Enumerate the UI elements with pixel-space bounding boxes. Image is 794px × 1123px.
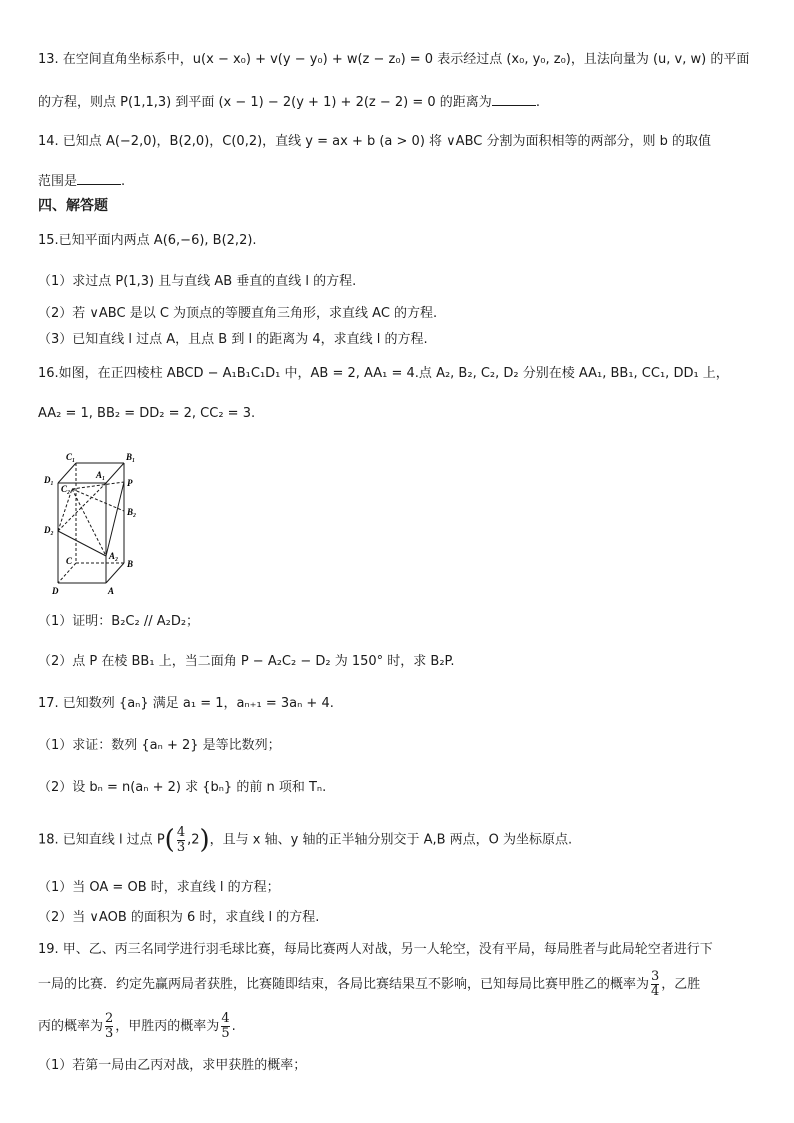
frac-den: 3: [105, 1026, 114, 1041]
q19-line3b: ，甲胜丙的概率为: [115, 1019, 220, 1034]
q13-period: .: [535, 95, 540, 110]
dashed-c2-a2: [72, 489, 106, 556]
answer-blank: [492, 91, 536, 106]
label-d: D: [52, 586, 59, 596]
section-heading: 四、解答题: [38, 198, 108, 214]
q18-part2: （2）当 ∨AOB 的面积为 6 时，求直线 l 的方程.: [38, 910, 320, 925]
q19-line3a: 丙的概率为: [38, 1019, 104, 1034]
frac-den: 5: [221, 1026, 230, 1041]
paren-open: (: [164, 825, 175, 855]
q16-part2: （2）点 P 在棱 BB₁ 上，当二面角 P − A₂C₂ − D₂ 为 150° 时，求 B₂P.: [38, 654, 455, 669]
dashed-d2-c2: [58, 489, 72, 531]
q14-period: .: [121, 174, 126, 189]
q15-part2: （2）若 ∨ABC 是以 C 为顶点的等腰直角三角形，求直线 AC 的方程.: [38, 306, 438, 321]
dashed-c2-b2: [72, 489, 124, 511]
q14-line1: 14. 已知点 A(−2,0)，B(2,0)，C(0,2)，直线 y = ax + b (a > 0) 将 ∨ABC 分割为面积相等的两部分，则 b 的取值: [38, 134, 711, 149]
q18-stem: [38, 818, 572, 862]
q13-line1: 13. 在空间直角坐标系中，u(x − x₀) + v(y − y₀) + w(z − z₀) = 0 表示经过点 (x₀, y₀, z₀)，且法向量为 (u, v, w) 的平面: [38, 52, 750, 67]
q15-part1: （1）求过点 P(1,3) 且与直线 AB 垂直的直线 l 的方程.: [38, 274, 357, 289]
edge-a2-p: [106, 482, 124, 556]
fraction-2-3: [105, 1012, 113, 1041]
q19-line3c: .: [231, 1019, 236, 1034]
q18-stem-a: 18. 已知直线 l 过点 P: [38, 832, 165, 848]
q19-line2a: 一局的比赛．约定先赢两局者获胜，比赛随即结束，各局比赛结果互不影响，已知每局比赛甲胜乙的概率为: [38, 977, 650, 992]
q18-stem-b: ,2: [187, 832, 200, 848]
label-b2: B₂: [127, 507, 137, 517]
frac-num: 4: [176, 824, 186, 840]
q16-part1: （1）证明：B₂C₂ // A₂D₂；: [38, 614, 200, 629]
q13-line2: [38, 91, 540, 113]
label-a: A: [108, 586, 115, 596]
label-p: P: [127, 478, 133, 488]
frac-num: 4: [221, 1011, 230, 1026]
frac-num: 3: [651, 969, 660, 984]
q18-part1: （1）当 OA = OB 时，求直线 l 的方程；: [38, 880, 280, 895]
edge-a1-b1: [106, 463, 124, 483]
q19-line1: 19. 甲、乙、丙三名同学进行羽毛球比赛，每局比赛两人对战，另一人轮空，没有平局，每局胜者与此局轮空者进行下: [38, 942, 713, 957]
label-c: C: [66, 556, 73, 566]
q19-line2: [38, 968, 700, 1002]
q16-stem: 16.如图，在正四棱柱 ABCD − A₁B₁C₁D₁ 中，AB = 2, AA₁ = 4.点 A₂, B₂, C₂, D₂ 分别在棱 AA₁, BB₁, CC₁, DD₁ 上，: [38, 366, 729, 381]
label-d1: D₁: [44, 475, 54, 485]
q19-line2b: ，乙胜: [661, 977, 701, 992]
frac-den: 3: [176, 839, 186, 855]
q17-part2: （2）设 bₙ = n(aₙ + 2) 求 {bₙ} 的前 n 项和 Tₙ.: [38, 780, 327, 795]
edge-d2-a2: [58, 531, 106, 556]
edge-ab: [106, 563, 124, 583]
answer-blank: [77, 170, 121, 185]
q16-stem2: AA₂ = 1, BB₂ = DD₂ = 2, CC₂ = 3.: [38, 406, 256, 421]
label-c1: C₁: [66, 452, 76, 462]
label-a2: A₂: [109, 551, 119, 561]
label-b1: B₁: [126, 452, 136, 462]
q13-line2-text: 的方程，则点 P(1,1,3) 到平面 (x − 1) − 2(y + 1) + 2(z − 2) = 0 的距离为: [38, 95, 492, 110]
q15-part3: （3）已知直线 l 过点 A，且点 B 到 l 的距离为 4，求直线 l 的方程.: [38, 332, 428, 347]
prism-figure: [36, 446, 156, 596]
label-c2: C₂: [61, 484, 71, 494]
frac-den: 4: [651, 984, 660, 999]
q14-line2: [38, 170, 125, 192]
q14-line2-text: 范围是: [38, 174, 78, 189]
edge-d1-c1: [58, 463, 76, 483]
frac-num: 2: [105, 1011, 114, 1026]
label-d2: D₂: [44, 525, 54, 535]
q17-part1: （1）求证：数列 {aₙ + 2} 是等比数列；: [38, 738, 281, 753]
q19-part1: （1）若第一局由乙丙对战，求甲获胜的概率；: [38, 1058, 307, 1073]
paren-close: ): [199, 825, 210, 855]
q15-stem: 15.已知平面内两点 A(6,−6), B(2,2).: [38, 233, 257, 248]
fraction-4-5: [221, 1012, 229, 1041]
hidden-edge-cd: [58, 563, 76, 583]
fraction-4-3: [177, 826, 185, 855]
label-a1: A₁: [96, 470, 106, 480]
label-b: B: [127, 559, 134, 569]
q17-stem: 17. 已知数列 {aₙ} 满足 a₁ = 1，aₙ₊₁ = 3aₙ + 4.: [38, 696, 334, 711]
q19-line3: [38, 1010, 236, 1044]
q18-stem-c: ，且与 x 轴、y 轴的正半轴分别交于 A,B 两点，O 为坐标原点.: [209, 832, 573, 848]
fraction-3-4: [651, 970, 659, 999]
